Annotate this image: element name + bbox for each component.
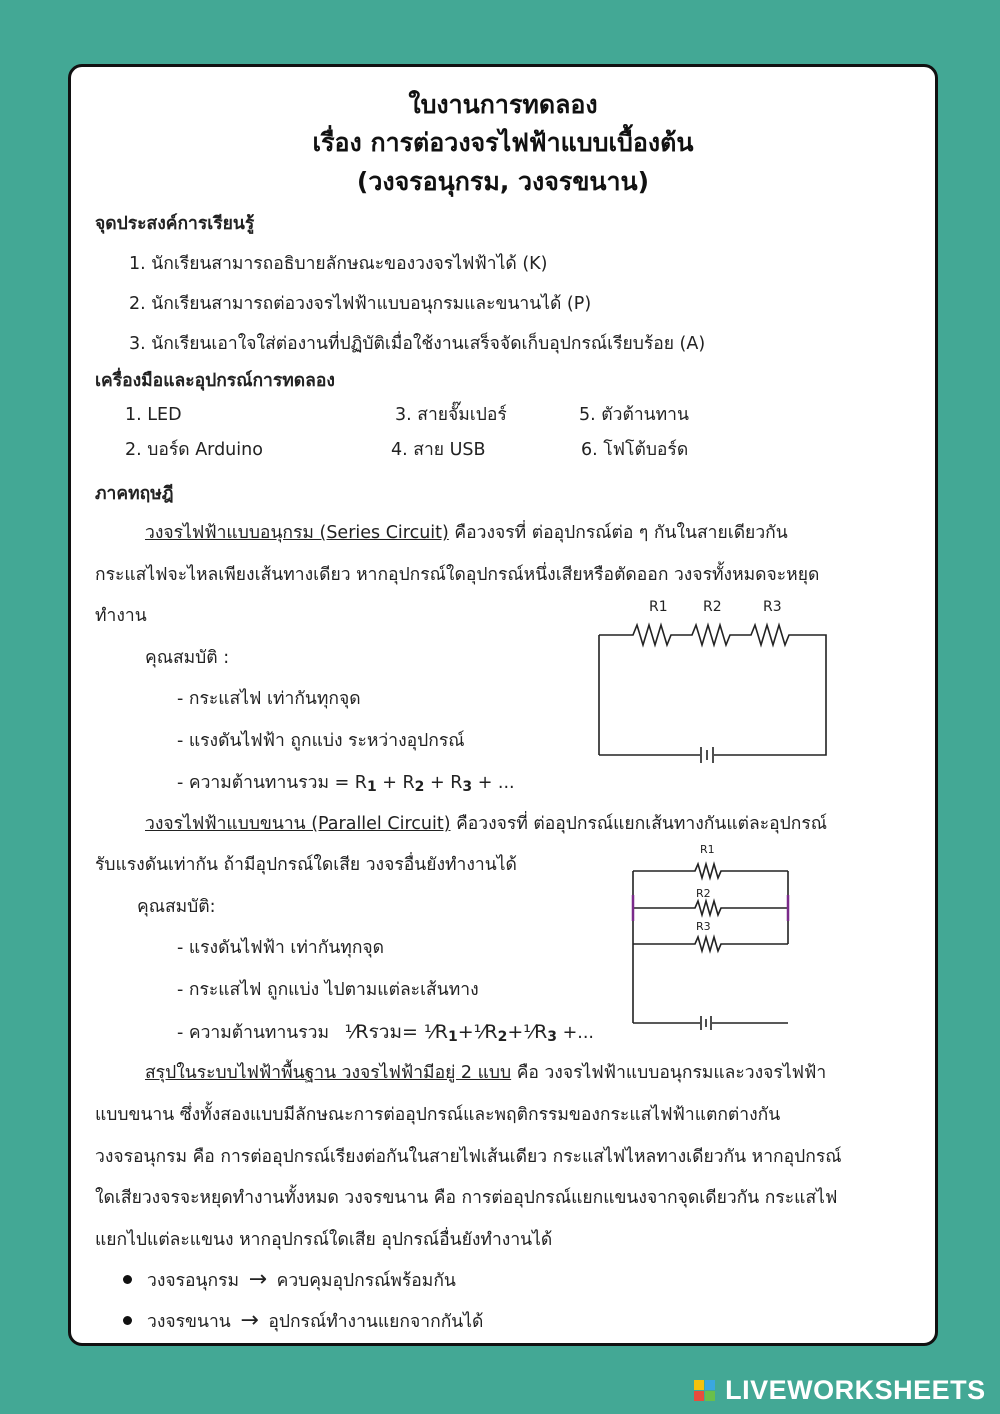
summary-first-line bbox=[145, 1062, 826, 1084]
parallel-term: วงจรไฟฟ้าแบบขนาน (Parallel Circuit) bbox=[145, 814, 451, 834]
parallel-formula-prefix: - ความต้านทานรวม bbox=[177, 1023, 330, 1043]
parallel-formula bbox=[177, 1021, 594, 1045]
summary-bullet bbox=[147, 1269, 456, 1292]
objective-item: 3. นักเรียนเอาใจใส่ต่องานที่ปฏิบัติเมื่อใช้งานเสร็จจัดเก็บอุปกรณ์เรียบร้อย (A) bbox=[129, 334, 706, 354]
series-formula-prefix: - ความต้านทานรวม = R bbox=[177, 773, 367, 793]
equipment-item: 1. LED bbox=[125, 405, 182, 425]
parallel-formula-main: ⅟Rรวม= ⅟R bbox=[344, 1021, 448, 1043]
parallel-formula-p3: +⅟R bbox=[507, 1021, 548, 1043]
series-formula-sub: 3 bbox=[462, 779, 473, 795]
bullet-right: ควบคุมอุปกรณ์พร้อมกัน bbox=[276, 1271, 456, 1291]
series-definition bbox=[145, 522, 788, 544]
objective-item: 1. นักเรียนสามารถอธิบายลักษณะของวงจรไฟฟ้าได้ (K) bbox=[129, 254, 548, 274]
theory-heading: ภาคทฤษฎี bbox=[95, 484, 174, 504]
summary-term: สรุปในระบบไฟฟ้าพื้นฐาน วงจรไฟฟ้ามีอยู่ 2 แบบ bbox=[145, 1063, 512, 1083]
resistor-label: R3 bbox=[763, 599, 782, 615]
parallel-text: คือวงจรที่ ต่ออุปกรณ์แยกเส้นทางกันแต่ละอุปกรณ์ bbox=[450, 814, 827, 834]
resistor-label: R2 bbox=[696, 887, 711, 900]
series-text-line: กระแสไฟจะไหลเพียงเส้นทางเดียว หากอุปกรณ์ใดอุปกรณ์หนึ่งเสียหรือตัดออก วงจรทั้งหมดจะหยุด bbox=[95, 565, 820, 585]
series-formula-r3: + R bbox=[424, 773, 463, 793]
series-formula-tail: + ... bbox=[472, 773, 515, 793]
series-formula-r2: + R bbox=[376, 773, 415, 793]
worksheet-title: ใบงานการทดลอง bbox=[408, 90, 598, 119]
objective-item: 2. นักเรียนสามารถต่อวงจรไฟฟ้าแบบอนุกรมและขนานได้ (P) bbox=[129, 294, 592, 314]
parallel-properties-label: คุณสมบัติ: bbox=[137, 897, 216, 917]
parallel-circuit-diagram bbox=[627, 837, 807, 1032]
arrow-icon: → bbox=[240, 1308, 259, 1333]
resistor-label: R1 bbox=[700, 843, 715, 856]
series-formula-sub: 2 bbox=[414, 779, 425, 795]
parallel-property: - กระแสไฟ ถูกแบ่ง ไปตามแต่ละเส้นทาง bbox=[177, 980, 479, 1000]
equipment-item: 2. บอร์ด Arduino bbox=[125, 440, 263, 460]
resistor-label: R2 bbox=[703, 599, 722, 615]
summary-line: แบบขนาน ซึ่งทั้งสองแบบมีลักษณะการต่ออุปกรณ์และพฤติกรรมของกระแสไฟฟ้าแตกต่างกัน bbox=[95, 1105, 781, 1125]
parallel-formula-p2: +⅟R bbox=[457, 1021, 498, 1043]
parallel-text-line: รับแรงดันเท่ากัน ถ้ามีอุปกรณ์ใดเสีย วงจรอื่นยังทำงานได้ bbox=[95, 855, 517, 875]
objectives-heading: จุดประสงค์การเรียนรู้ bbox=[95, 214, 255, 234]
series-term: วงจรไฟฟ้าแบบอนุกรม (Series Circuit) bbox=[145, 523, 449, 543]
equipment-item: 4. สาย USB bbox=[391, 440, 486, 460]
parallel-formula-sub: 2 bbox=[497, 1029, 508, 1045]
series-text-line: ทำงาน bbox=[95, 606, 147, 626]
summary-line: ใดเสียวงจรจะหยุดทำงานทั้งหมด วงจรขนาน คือ การต่ออุปกรณ์แยกแขนงจากจุดเดียวกัน กระแสไฟ bbox=[95, 1188, 838, 1208]
series-property: - แรงดันไฟฟ้า ถูกแบ่ง ระหว่างอุปกรณ์ bbox=[177, 731, 465, 751]
resistor-label: R3 bbox=[696, 920, 711, 933]
bullet-dot bbox=[123, 1275, 132, 1284]
equipment-item: 6. โฟโต้บอร์ด bbox=[581, 440, 689, 460]
series-formula bbox=[177, 772, 515, 795]
equipment-item: 5. ตัวต้านทาน bbox=[579, 405, 689, 425]
worksheet-card bbox=[68, 64, 938, 1346]
resistor-label: R1 bbox=[649, 599, 668, 615]
parallel-property: - แรงดันไฟฟ้า เท่ากันทุกจุด bbox=[177, 938, 385, 958]
bullet-right: อุปกรณ์ทำงานแยกจากกันได้ bbox=[268, 1312, 484, 1332]
worksheet-subtitle: (วงจรอนุกรม, วงจรขนาน) bbox=[356, 167, 650, 196]
series-formula-sub: 1 bbox=[366, 779, 377, 795]
worksheet-topic: เรื่อง การต่อวงจรไฟฟ้าแบบเบื้องต้น bbox=[312, 128, 694, 157]
equipment-heading: เครื่องมือและอุปกรณ์การทดลอง bbox=[95, 371, 335, 391]
summary-text: คือ วงจรไฟฟ้าแบบอนุกรมและวงจรไฟฟ้า bbox=[511, 1063, 827, 1083]
bullet-left: วงจรขนาน bbox=[147, 1312, 231, 1332]
series-text: คือวงจรที่ ต่ออุปกรณ์ต่อ ๆ กันในสายเดียวกัน bbox=[448, 523, 788, 543]
parallel-formula-sub: 1 bbox=[447, 1029, 458, 1045]
logo-icon bbox=[694, 1380, 716, 1402]
series-properties-label: คุณสมบัติ : bbox=[145, 648, 230, 668]
liveworksheets-logo[interactable] bbox=[694, 1375, 986, 1405]
series-property: - กระแสไฟ เท่ากันทุกจุด bbox=[177, 689, 361, 709]
summary-bullet bbox=[147, 1310, 483, 1333]
bullet-dot bbox=[123, 1316, 132, 1325]
parallel-definition bbox=[145, 813, 827, 835]
equipment-item: 3. สายจั๊มเปอร์ bbox=[395, 405, 507, 425]
summary-line: วงจรอนุกรม คือ การต่ออุปกรณ์เรียงต่อกันในสายไฟเส้นเดียว กระแสไฟไหลทางเดียวกัน หากอุปกรณ์ bbox=[95, 1147, 842, 1167]
parallel-formula-sub: 3 bbox=[547, 1029, 558, 1045]
parallel-formula-tail: +... bbox=[557, 1023, 594, 1043]
bullet-left: วงจรอนุกรม bbox=[147, 1271, 240, 1291]
summary-line: แยกไปแต่ละแขนง หากอุปกรณ์ใดเสีย อุปกรณ์อื่นยังทำงานได้ bbox=[95, 1230, 553, 1250]
series-circuit-diagram bbox=[593, 595, 843, 765]
arrow-icon: → bbox=[248, 1267, 268, 1292]
logo-text: LIVEWORKSHEETS bbox=[725, 1375, 986, 1405]
